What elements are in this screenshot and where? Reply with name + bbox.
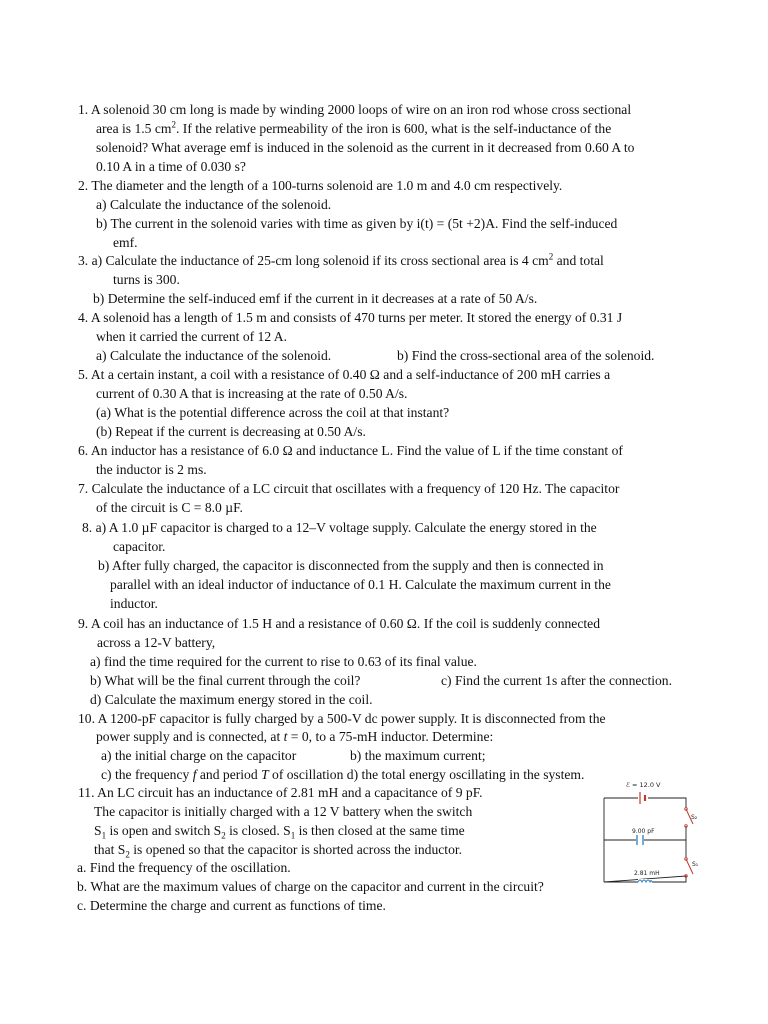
- problem-1-line-3: solenoid? What average emf is induced in the solenoid as the current in it decreased from 0.60 A to: [96, 140, 635, 155]
- problem-11-line-3: $S_1$ is open and switch $S_2$ is closed. $S_1$ is then closed at the same time: [94, 823, 465, 841]
- problem-4-line-3a: a) Calculate the inductance of the solenoid.: [96, 348, 332, 363]
- problem-11-line-7: c. Determine the charge and current as functions of time.: [77, 898, 386, 913]
- problem-10-line-4: c) the frequency f and period T of oscillation d) the total energy oscillating in the system.: [101, 767, 585, 782]
- problem-11-line-2: The capacitor is initially charged with a 12 V battery when the switch: [94, 804, 473, 819]
- problem-2-line-4: emf.: [113, 235, 138, 250]
- problem-6-line-1: 6. An inductor has a resistance of 6.0 Ω and inductance L. Find the value of L if the time constant of: [78, 443, 623, 458]
- problem-1-line-4: 0.10 A in a time of 0.030 s?: [96, 159, 246, 174]
- battery-symbol: [640, 792, 645, 804]
- problem-4-line-3b: b) Find the cross-sectional area of the solenoid.: [397, 348, 655, 363]
- inductor-symbol: [638, 879, 652, 885]
- problem-9-line-4a: b) What will be the final current through the coil?: [90, 673, 361, 688]
- problem-8-line-1: 8. a) A 1.0 µF capacitor is charged to a 12–V voltage supply. Calculate the energy stored in the: [82, 520, 597, 535]
- switch-s2-label: S₂: [691, 814, 698, 821]
- problem-10-line-2: power supply and is connected, at t = 0, to a 75-mH inductor. Determine:: [96, 729, 494, 744]
- problem-9-line-1: 9. A coil has an inductance of 1.5 H and a resistance of 0.60 Ω. If the coil is suddenly connected: [78, 616, 600, 631]
- problem-7-line-2: of the circuit is C = 8.0 µF.: [96, 500, 243, 515]
- emf-label: ℰ = 12.0 V: [626, 781, 661, 789]
- problem-9-line-2: across a 12-V battery,: [97, 635, 216, 650]
- problem-3-line-3: b) Determine the self-induced emf if the current in it decreases at a rate of 50 A/s.: [93, 291, 538, 306]
- problem-3-line-2: turns is 300.: [113, 272, 180, 287]
- problem-1-line-2: area is 1.5 $cm^2$. If the relative permeability of the iron is 600, what is the self-inductance of the: [96, 119, 612, 136]
- capacitor-symbol: [637, 835, 643, 845]
- problem-5-line-3: (a) What is the potential difference across the coil at that instant?: [96, 405, 450, 420]
- capacitor-label: 9.00 pF: [632, 828, 655, 835]
- problem-10-line-3a: a) the initial charge on the capacitor: [101, 748, 297, 763]
- problem-9-line-4b: c) Find the current 1s after the connection.: [441, 673, 673, 688]
- inductor-label: 2.81 mH: [634, 870, 660, 877]
- switch-s1-label: S₁: [692, 861, 699, 868]
- problem-10-line-3b: b) the maximum current;: [350, 748, 486, 763]
- problem-3-line-1: 3. a) Calculate the inductance of 25-cm long solenoid if its cross sectional area is 4 $cm^2$ and total: [78, 251, 604, 268]
- problem-8-line-4: parallel with an ideal inductor of inductance of 0.1 H. Calculate the maximum current in the: [110, 577, 611, 592]
- problem-10-line-1: 10. A 1200-pF capacitor is fully charged by a 500-V dc power supply. It is disconnected from the: [78, 711, 606, 726]
- problem-9-line-3: a) find the time required for the current to rise to 0.63 of its final value.: [90, 654, 477, 669]
- problem-2-line-3: b) The current in the solenoid varies with time as given by i(t) = (5t +2)A. Find the self-induced: [96, 216, 618, 231]
- problem-11-line-4: that $S_2$ is opened so that the capacitor is shorted across the inductor.: [94, 842, 463, 860]
- problem-6-line-2: the inductor is 2 ms.: [96, 462, 207, 477]
- problem-9-line-5: d) Calculate the maximum energy stored in the coil.: [90, 692, 373, 707]
- problem-2-line-1: 2. The diameter and the length of a 100-turns solenoid are 1.0 m and 4.0 cm respectively.: [78, 178, 563, 193]
- problem-7-line-1: 7. Calculate the inductance of a LC circuit that oscillates with a frequency of 120 Hz. The capacitor: [78, 481, 620, 496]
- problem-5-line-1: 5. At a certain instant, a coil with a resistance of 0.40 Ω and a self-inductance of 200 mH carries a: [78, 367, 611, 382]
- problem-8-line-2: capacitor.: [113, 539, 166, 554]
- problem-11-line-1: 11. An LC circuit has an inductance of 2.81 mH and a capacitance of 9 pF.: [78, 785, 483, 800]
- problem-11-line-6: b. What are the maximum values of charge on the capacitor and current in the circuit?: [77, 879, 544, 894]
- problem-1-line-1: 1. A solenoid 30 cm long is made by winding 2000 loops of wire on an iron rod whose cross sectional: [78, 102, 632, 117]
- problem-5-line-4: (b) Repeat if the current is decreasing at 0.50 A/s.: [96, 424, 366, 439]
- lc-circuit-diagram: [598, 776, 710, 892]
- problem-2-line-2: a) Calculate the inductance of the solenoid.: [96, 197, 332, 212]
- problem-4-line-1: 4. A solenoid has a length of 1.5 m and consists of 470 turns per meter. It stored the energy of 0.31 J: [78, 310, 623, 325]
- problem-4-line-2: when it carried the current of 12 A.: [96, 329, 287, 344]
- problem-5-line-2: current of 0.30 A that is increasing at the rate of 0.50 A/s.: [96, 386, 408, 401]
- problem-11-line-5: a. Find the frequency of the oscillation.: [77, 860, 291, 875]
- problem-8-line-5: inductor.: [110, 596, 158, 611]
- problem-8-line-3: b) After fully charged, the capacitor is disconnected from the supply and then is connected in: [98, 558, 604, 573]
